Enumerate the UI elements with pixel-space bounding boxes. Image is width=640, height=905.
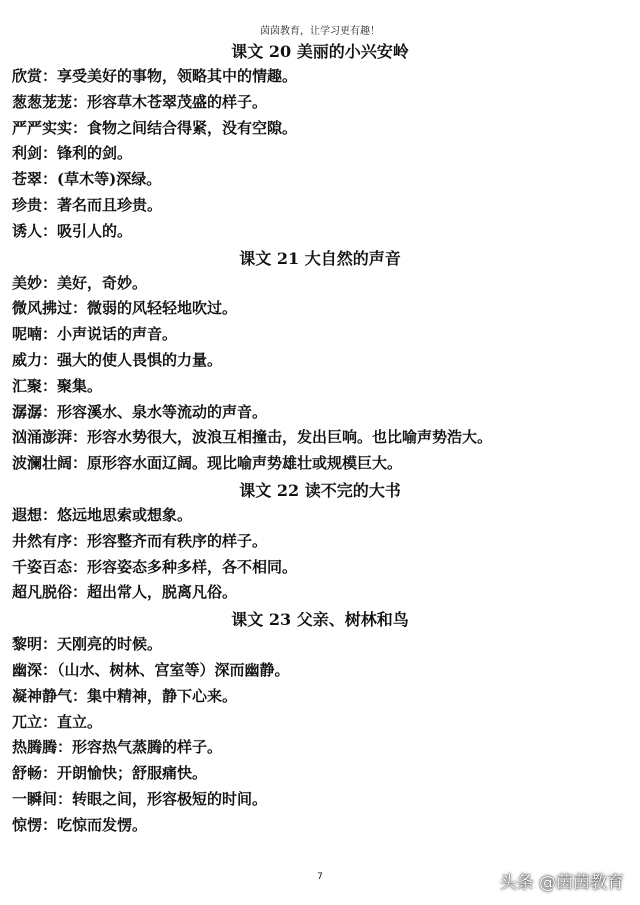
vocab-entry: 威力：强大的使人畏惧的力量。: [12, 350, 223, 369]
vocab-entry: 黎明：天刚亮的时候。: [12, 635, 163, 654]
vocab-entry: 诱人：吸引人的。: [12, 221, 133, 240]
section-lesson-20: [12, 40, 628, 245]
vocab-entry: 惊愣：吃惊而发愣。: [12, 815, 148, 834]
section-lesson-22: [12, 479, 628, 606]
vocab-entry: 潺潺：形容溪水、泉水等流动的声音。: [12, 402, 268, 421]
vocab-entry: 超凡脱俗：超出常人，脱离凡俗。: [12, 583, 238, 602]
vocab-entry: 兀立：直立。: [12, 712, 103, 731]
vocab-entry: 利剑：锋利的剑。: [12, 144, 133, 163]
vocab-entry: 欣赏：享受美好的事物，领略其中的情趣。: [12, 67, 298, 85]
source-watermark: 头条 @茵茵教育: [499, 873, 624, 893]
vocab-entry: 微风拂过：微弱的风轻轻地吹过。: [12, 299, 238, 318]
vocab-entry: 幽深：（山水、树林、宫室等）深而幽静。: [12, 660, 290, 679]
page-header: 茵茵教育，让学习更有趣！: [260, 26, 380, 37]
section-lesson-23: [12, 608, 628, 838]
vocabulary-content: [12, 38, 628, 839]
vocab-entry: 千姿百态：形容姿态多种多样，各不相同。: [12, 557, 298, 576]
section-title: 课文 23 父亲、树林和鸟: [231, 610, 409, 630]
vocab-entry: 汹涌澎湃：形容水势很大，波浪互相撞击，发出巨响。也比喻声势浩大。: [12, 428, 493, 447]
vocab-entry: 井然有序：形容整齐而有秩序的样子。: [12, 531, 268, 550]
vocab-entry: 波澜壮阔：原形容水面辽阔。现比喻声势雄壮或规模巨大。: [12, 454, 403, 473]
vocab-entry: 热腾腾：形容热气蒸腾的样子。: [12, 738, 223, 757]
vocab-entry: 苍翠：(草木等)深绿。: [12, 170, 162, 189]
vocab-entry: 美妙：美好，奇妙。: [12, 273, 148, 292]
vocab-entry: 遐想：悠远地思索或想象。: [12, 505, 193, 524]
page-number: 7: [317, 872, 323, 882]
vocab-entry: 一瞬间：转眼之间，形容极短的时间。: [12, 789, 268, 808]
vocab-entry: 珍贵：著名而且珍贵。: [12, 195, 163, 214]
vocab-entry: 葱葱茏茏：形容草木苍翠茂盛的样子。: [12, 92, 268, 111]
section-lesson-21: [12, 247, 628, 477]
vocab-entry: 汇聚：聚集。: [12, 376, 103, 395]
vocab-entry: 严严实实：食物之间结合得紧，没有空隙。: [12, 118, 298, 137]
section-title: 课文 20 美丽的小兴安岭: [231, 42, 409, 61]
vocab-entry: 凝神静气：集中精神，静下心来。: [12, 686, 238, 705]
section-title: 课文 22 读不完的大书: [239, 480, 401, 500]
vocab-entry: 呢喃：小声说话的声音。: [12, 325, 178, 344]
section-title: 课文 21 大自然的声音: [239, 248, 401, 268]
vocab-entry: 舒畅：开朗愉快；舒服痛快。: [12, 764, 208, 783]
